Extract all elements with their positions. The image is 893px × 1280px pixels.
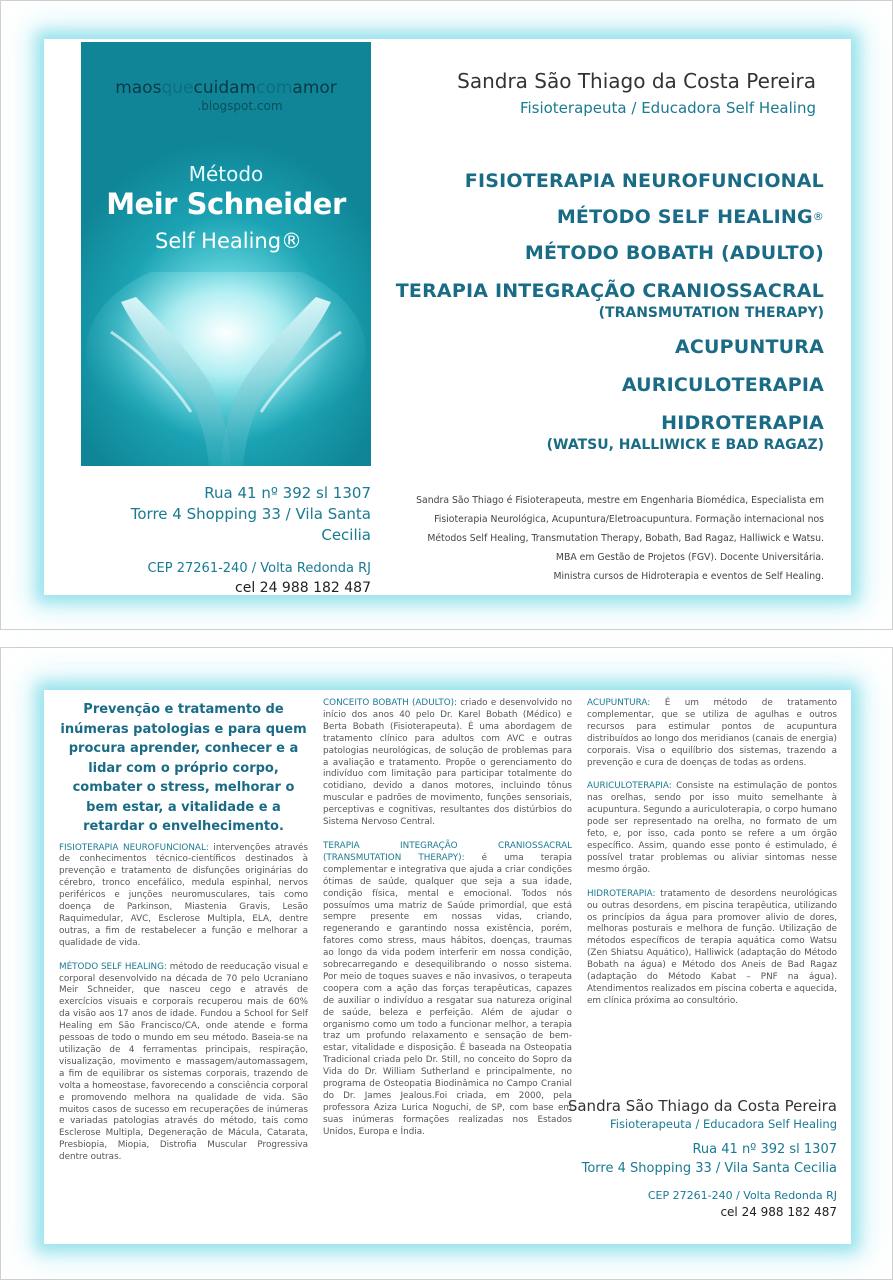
blog-part: com (256, 78, 293, 98)
bio-line: Fisioterapia Neurológica, Acupuntura/Eletroacupuntura. Formação internacional nos (434, 514, 824, 525)
bio-line: Métodos Self Healing, Transmutation Therapy, Bobath, Bad Ragaz, Halliwick e Watsu. (427, 533, 824, 544)
address-line: Rua 41 nº 392 sl 1307 (692, 1142, 837, 1157)
services-list (304, 169, 824, 455)
front-address (81, 483, 371, 598)
service-subitem: (TRANSMUTATION THERAPY) (598, 305, 824, 321)
card-subtitle-text: Self Healing (155, 229, 282, 253)
front-side (0, 0, 893, 630)
column-2 (323, 698, 572, 1151)
section-text: tratamento de desordens neurológicas ou outras desordens, em piscina terapêutica, utilizando os princípios da água para promover alivio de dores, melhoras posturais e melhora de função. Utilização de métodos específicos de terapia aquática como Watsu (Zen Shiatsu Aquático), Halliwick (adaptação do Método Bobath na água) e Método dos Aneis de Bad Ragaz (adaptação do Método Kabat – PNF na água). Atendimentos realizados em piscina coberta e aquecida, em clínica próxima ao consultório. (587, 888, 837, 1006)
section-heading: MÉTODO SELF HEALING: (59, 961, 167, 972)
service-item: MÉTODO BOBATH (ADULTO) (524, 242, 824, 264)
back-contact (568, 1096, 837, 1221)
phone: cel 24 988 182 487 (235, 580, 371, 596)
service-item: TERAPIA INTEGRAÇÃO CRANIOSSACRAL (395, 280, 824, 302)
practitioner-role: Fisioterapeuta / Educadora Self Healing (519, 99, 816, 117)
section-text: intervenções através de conhecimentos técnico-científicos destinados à prevenção e tratamento de disfunções originárias do cérebro, tronco encefálico, medula espinhal, nervos periféricos e junções neuromusculares, tais como doença de Parkinson, Miastenia Gravis, Lesão Raquimedular, AVC, Esclerose Multipla, ELA, dentre outras, a fim de restabelecer a função e melhorar a qualidade de vida. (59, 842, 308, 948)
section-text: É um método de tratamento complementar, que se utiliza de agulhas e outros recursos para estimular pontos de acupuntura distribuídos ao longo dos meridianos (canais de energia) corporais. Visa o equilíbrio dos sistemas, trazendo a prevenção e cura de doenças de todas as ordens. (587, 698, 837, 768)
section-neurofuncional (59, 843, 308, 950)
section-heading: ACUPUNTURA: (587, 698, 651, 708)
section-text: é uma terapia complementar e integrativa que ajuda a criar condições ótimas de saúde, qualquer que seja a sua idade, condição física, mental e emocional. Todos nós possuímos uma matriz de Saúde primordial, que está sempre presente em nossas vidas, criando, regenerando e garantindo nossa existência, porém, fatores como stress, maus hábitos, doenças, traumas ao longo da vida podem interferir em nossa condição, sobrecarregando e desequilibrando o nosso sistema. Por meio de toques suaves e não invasivos, o terapeuta coopera com a ação das forças terapêuticas, capazes de auxiliar o indivíduo a resgatar sua natureza original de saúde, beleza e perfeição. Além de ajudar o organismo como um todo a funcionar melhor, a terapia traz um profundo relaxamento e sensação de bem-estar, vitalidade e disposição. É baseada na Osteopatia Tradicional criada pelo Dr. Still, no conceito do Sopro da Vida do Dr. William Sutherland e principalmente, no programa de Osteopatia Biodinâmica no Campo Cranial do Dr. James Jealous.Foi criada, em 2000, pela professora Aziza Lurica Noguchi, de SP, com base em suas inúmeras formações realizadas nos Estados Unidos, Europa e Índia. (323, 852, 572, 1137)
service-item: ACUPUNTURA (674, 336, 824, 358)
phone: cel 24 988 182 487 (720, 1205, 837, 1219)
section-heading: CONCEITO BOBATH (ADULTO): (323, 698, 458, 708)
service-item (304, 205, 824, 229)
section-heading: FISIOTERAPIA NEUROFUNCIONAL: (59, 842, 209, 853)
card-title: Meir Schneider (106, 187, 346, 221)
column-1 (59, 698, 308, 1176)
section-heading: AURICULOTERAPIA: (587, 781, 672, 792)
intro-heading: Prevenção e tratamento de inúmeras patologias e para quem procura aprender, conhecer e a lidar com o próprio corpo, combater o stress, melhorar o bem estar, a vitalidade e a retardar o envelhecimento. (60, 702, 307, 834)
section-acupuntura (587, 698, 837, 769)
address-line: Rua 41 nº 392 sl 1307 (204, 484, 371, 502)
section-hidroterapia (587, 889, 837, 1008)
card-line-metodo: Método (188, 162, 264, 186)
blog-part: cuidam (193, 78, 257, 98)
bio-line: MBA em Gestão de Projetos (FGV). Docente Universitária. (555, 552, 824, 563)
service-item: AURICULOTERAPIA (621, 374, 824, 396)
section-auriculoterapia (587, 781, 837, 876)
section-self-healing (59, 962, 308, 1164)
blog-domain: .blogspot.com (197, 99, 283, 113)
service-item-text: MÉTODO SELF HEALING (556, 206, 813, 228)
column-3 (587, 698, 837, 1020)
service-item: FISIOTERAPIA NEUROFUNCIONAL (464, 170, 824, 192)
registered-mark: ® (281, 229, 303, 253)
bio-line: Sandra São Thiago é Fisioterapeuta, mestre em Engenharia Biomédica, Especialista em (416, 495, 824, 506)
section-text: método de reeducação visual e corporal desenvolvido na década de 70 pelo Ucraniano Meir Schneider, que nasceu cego e através de exercícios visuais e corporais recuperou mais de 60% da visão aos 17 anos de idade. Fundou a School for Self Healing em São Francisco/CA, onde atende e forma pessoas de todo o mundo em seu método. Baseia-se na utilização de 4 ferramentas principais, respiração, visualização, movimento e massagem/automassagem, a fim de equilibrar os sistemas corporais, trazendo de volta a homeostase, favorecendo a consciência corporal e promovendo melhora na qualidade de vida. São muitos casos de sucesso em recuperações de inúmeras e variadas patologias através do método, tais como Esclerose Multipla, Degeneração de Mácula, Catarata, Presbiopia, Miopia, Distrofia Muscular Progressiva dentre outras. (59, 961, 308, 1163)
registered-mark: ® (812, 210, 824, 223)
blog-part: maos (115, 78, 162, 98)
back-panel (44, 690, 851, 1244)
section-bobath (323, 698, 572, 829)
section-craniossacral (323, 841, 572, 1139)
card-subtitle (155, 229, 302, 253)
section-text: criado e desenvolvido no início dos anos 40 pelo Dr. Karel Bobath (Médico) e Berta Bobath (Fisioterapeuta). É uma abordagem de tratamento clínico para adultos com AVC e outras patologias neurológicas, de solução de problemas para a avaliação e tratamento. Propõe o gerenciamento do indivíduo com limitação para participar totalmente do cotidiano, devido a danos motores, incluindo tônus muscular e padrões de movimento, funções sensoriais, perceptivas e cognitivas, resultantes dos distúrbios do Sistema Nervoso Central. (323, 698, 572, 828)
practitioner-role: Fisioterapeuta / Educadora Self Healing (610, 1117, 837, 1131)
front-panel (44, 39, 851, 595)
address-line: CEP 27261-240 / Volta Redonda RJ (147, 561, 371, 576)
service-item: HIDROTERAPIA (661, 412, 824, 434)
practitioner-bio (404, 491, 824, 586)
practitioner-name: Sandra São Thiago da Costa Pereira (457, 69, 816, 93)
bio-line: Ministra cursos de Hidroterapia e eventos de Self Healing. (553, 571, 824, 582)
blog-part: que (161, 78, 194, 98)
address-line: Torre 4 Shopping 33 / Vila Santa Cecilia (581, 1161, 837, 1176)
blog-part: amor (292, 78, 337, 98)
address-line: Torre 4 Shopping 33 / Vila Santa Cecilia (130, 505, 371, 544)
practitioner-name: Sandra São Thiago da Costa Pereira (567, 1097, 837, 1115)
section-heading: HIDROTERAPIA: (587, 888, 656, 899)
section-heading: TERAPIA INTEGRAÇÃO CRANIOSSACRAL (TRANSMUTATION THERAPY): (323, 840, 572, 863)
section-text: Consiste na estimulação de pontos nas orelhas, sendo por isso muito semelhante à acupuntura. Segundo a auriculoterapia, o corpo humano pode ser representado na orelha, no formato de um feto, e, por isso, cada ponto se refere a um órgão específico. Assim, quando esse ponto é estimulado, é possível tratar problemas ou aliviar sintomas nesse mesmo órgão. (587, 781, 837, 875)
address-line: CEP 27261-240 / Volta Redonda RJ (647, 1189, 837, 1202)
service-subitem: (WATSU, HALLIWICK E BAD RAGAZ) (546, 437, 824, 453)
back-side (0, 647, 893, 1280)
blog-name (81, 78, 371, 98)
